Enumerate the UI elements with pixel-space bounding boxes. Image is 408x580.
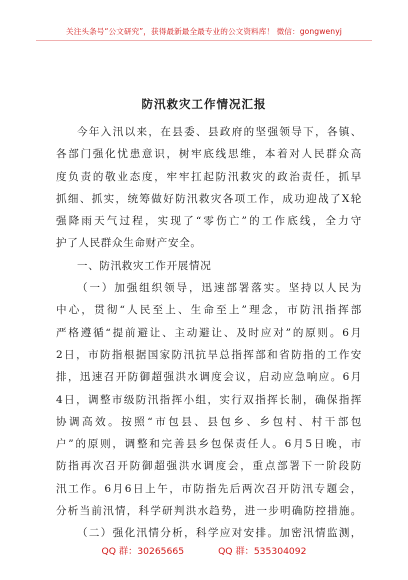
- body-line: 中心，贯彻“人民至上、生命至上”理念，市防汛指挥部: [56, 304, 362, 317]
- body-line: （一）加强组织领导，迅速部署落实。坚持以人民为: [77, 282, 362, 295]
- footer-qq-group-2: QQ 群：535304092: [218, 546, 307, 557]
- body-line: 汛工作。6月6日上午，市防指先后两次召开防汛专题会，: [56, 482, 362, 495]
- body-line: 协调高效。按照“市包县、县包乡、乡包村、村干部包: [56, 415, 362, 428]
- body-line: 度负责的敬业态度，牢牢扛起防汛救灾的政治责任，抓早: [56, 170, 362, 183]
- body-line: 强降雨天气过程，实现了“零伤亡”的工作底线，全力守: [56, 215, 362, 228]
- body-line: 2日，市防指根据国家防汛抗旱总指挥部和省防指的工作安: [56, 348, 362, 361]
- document-body: [56, 121, 362, 545]
- section-heading: 一、防汛救灾工作开展情况: [77, 259, 212, 272]
- body-line: 排，迅速召开防御超强洪水调度会议，启动应急响应。6月: [56, 371, 362, 384]
- body-line: 防指再次召开防御超强洪水调度会，重点部署下一阶段防: [56, 460, 362, 473]
- body-line: 抓细、抓实，统筹做好防汛救灾各项工作，成功迎战了X轮: [56, 192, 362, 205]
- body-line: 严格遵循“提前避让、主动避让、及时应对”的原则。6月: [56, 326, 362, 339]
- body-line: 分析当前汛情，科学研判洪水趋势，进一步明确防控措施。: [56, 505, 362, 518]
- body-line: 护了人民群众生命财产安全。: [56, 237, 202, 250]
- body-line: 4日，调整市级防汛指挥小组，实行双指挥长制，确保指挥: [56, 393, 362, 406]
- footer-qq-group-1: QQ 群：30265665: [101, 546, 185, 557]
- body-line: 今年入汛以来，在县委、县政府的坚强领导下，各镇、: [77, 126, 362, 138]
- footer-contacts: [0, 543, 408, 557]
- document-title: 防汛救灾工作情况汇报: [141, 97, 267, 111]
- body-line: （二）强化汛情分析，科学应对安排。加密汛情监测，: [77, 527, 362, 540]
- body-line: 户”的原则，调整和完善县乡包保责任人。6月5日晚，市: [56, 438, 362, 451]
- body-line: 各部门强化忧患意识，树牢底线思维，本着对人民群众高: [56, 148, 362, 161]
- header-divider: [36, 40, 372, 41]
- header-banner: 关注头条号“公文研究”，获得最新最全最专业的公文资料库！ 微信：gongwenyj: [66, 27, 342, 36]
